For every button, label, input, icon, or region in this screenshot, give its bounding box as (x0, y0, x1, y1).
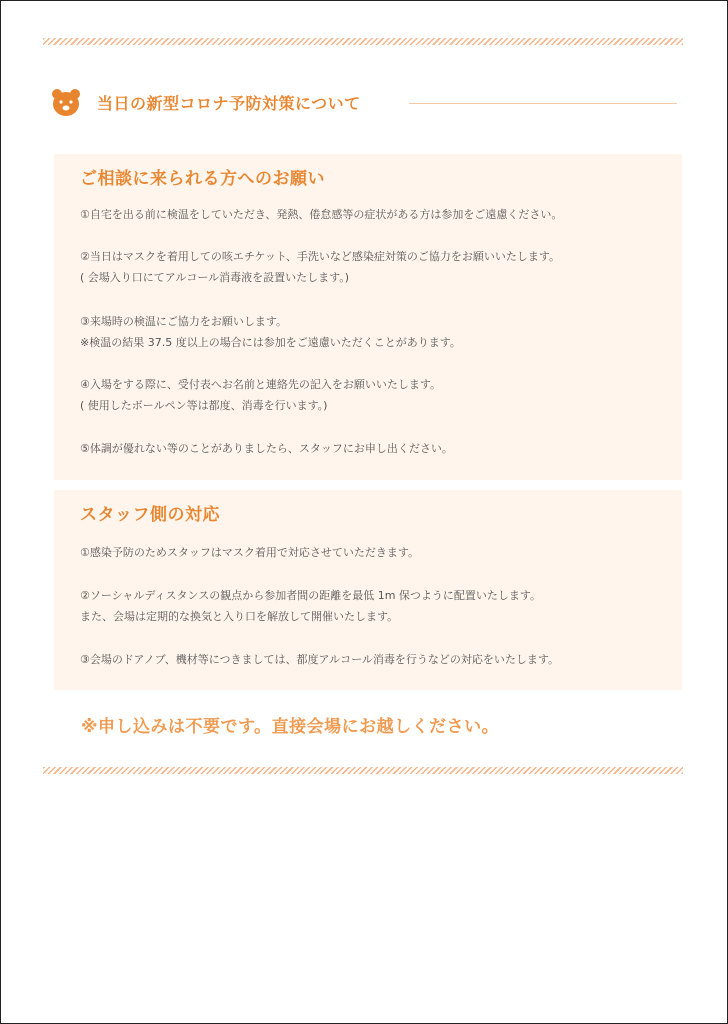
request-section (54, 154, 682, 480)
section-header (51, 87, 677, 119)
item-line: ①感染予防のためスタッフはマスク着用で対応させていただきます。 (80, 546, 419, 559)
item-line: ( 使用したボールペン等は都度、消毒を行います。) (80, 399, 328, 412)
request-item (80, 246, 660, 288)
request-section-title: ご相談に来られる方へのお願い (80, 169, 325, 189)
item-line: ④入場をする際に、受付表へお名前と連絡先の記入をお願いいたします。 (80, 378, 441, 391)
item-line: ③来場時の検温にご協力をお願いします。 (80, 315, 287, 328)
item-line: ①自宅を出る前に検温をしていただき、発熱、倦怠感等の症状がある方は参加をご遠慮ください。 (80, 208, 563, 221)
item-line: ③会場のドアノブ、機材等につきましては、都度アルコール消毒を行うなどの対応をいたします。 (80, 653, 560, 666)
staff-item (80, 542, 660, 563)
item-line: ②ソーシャルディスタンスの観点から参加者間の距離を最低 1m 保つように配置いたします。 (80, 589, 542, 602)
request-item (80, 311, 660, 353)
staff-item (80, 585, 660, 627)
title-rule (409, 103, 677, 104)
registration-notice: ※申し込みは不要です。直接会場にお越しください。 (81, 717, 500, 737)
item-line: ②当日はマスクを着用しての咳エチケット、手洗いなど感染症対策のご協力をお願いいたします。 (80, 250, 560, 263)
request-item (80, 204, 660, 225)
staff-section (54, 490, 682, 690)
item-line: また、会場は定期的な換気と入り口を解放して開催いたします。 (80, 610, 399, 623)
staff-section-title: スタッフ側の対応 (80, 505, 220, 525)
item-line: ※検温の結果 37.5 度以上の場合には参加をご遠慮いただくことがあります。 (80, 336, 461, 349)
bear-icon (51, 87, 81, 117)
item-line: ⑤体調が優れない等のことがありましたら、スタッフにお申し出ください。 (80, 442, 453, 455)
request-item (80, 438, 660, 459)
staff-item (80, 649, 660, 670)
top-hatch-divider (43, 38, 683, 45)
request-item (80, 374, 660, 416)
page-title: 当日の新型コロナ予防対策について (97, 94, 361, 113)
item-line: ( 会場入り口にてアルコール消毒液を設置いたします。) (80, 271, 350, 284)
bottom-hatch-divider (43, 767, 683, 774)
